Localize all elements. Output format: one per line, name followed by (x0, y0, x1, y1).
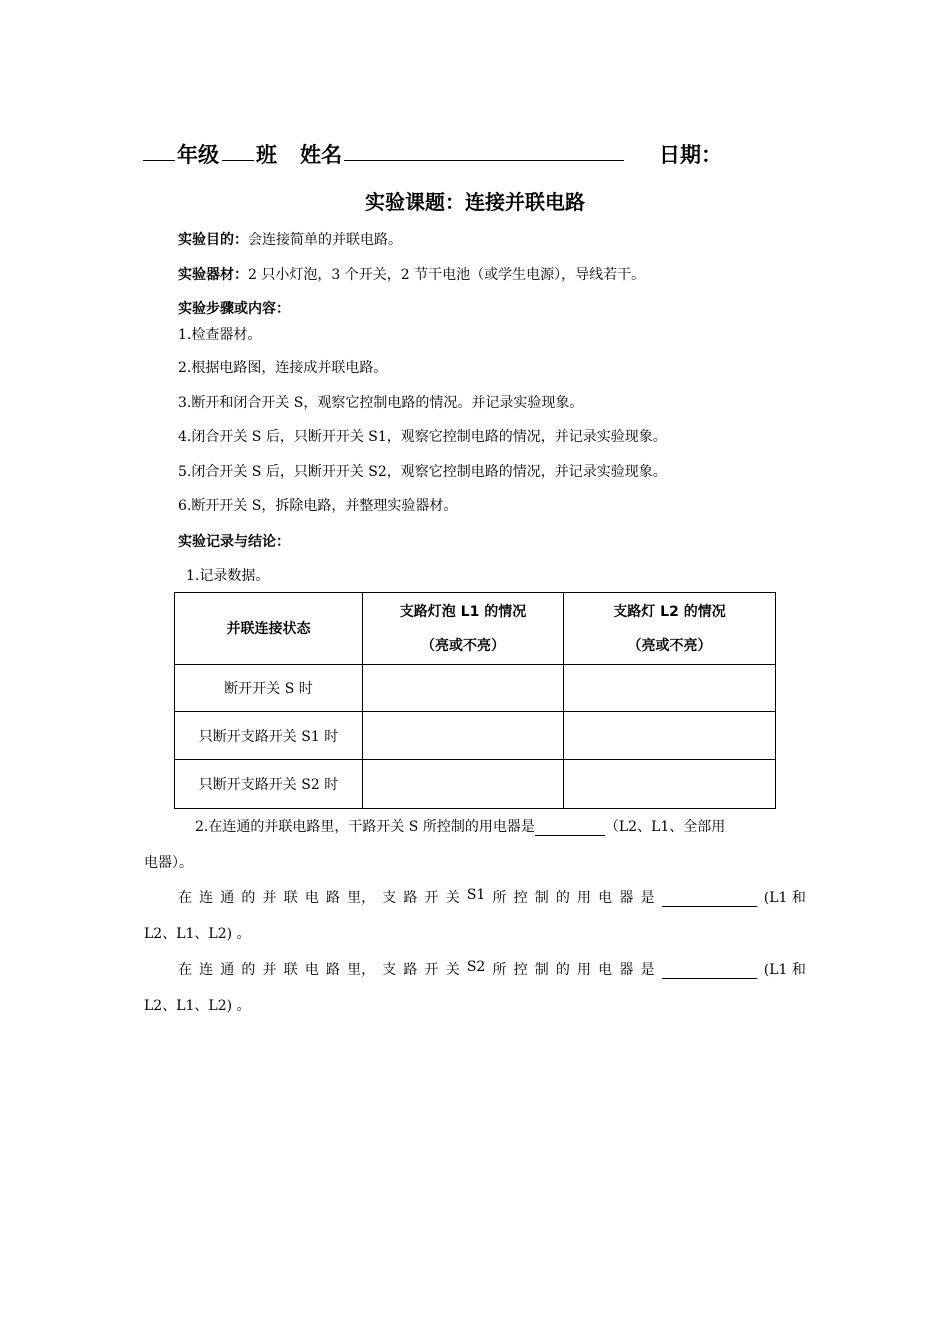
q3-char: 里， (347, 962, 376, 978)
q2-char: 器 (619, 890, 634, 906)
purpose-line (178, 229, 402, 249)
q2-char: 电 (598, 890, 613, 906)
l1-result-cell[interactable] (363, 760, 564, 809)
step-item: 4.闭合开关 S 后，只断开开关 S1，观察它控制电路的情况，并记录实验现象。 (178, 429, 667, 445)
grade-blank[interactable] (143, 160, 175, 161)
table-row (175, 760, 776, 809)
row-label: 只断开支路开关 S1 时 (175, 712, 363, 760)
q3-char: 连 (199, 962, 214, 978)
q3-char: 电 (598, 962, 613, 978)
q3-char: 电 (304, 962, 319, 978)
name-label: 姓名 (300, 143, 342, 167)
step-item: 6.断开开关 S，拆除电路，并整理实验器材。 (178, 498, 458, 514)
q3-char: 所 (492, 962, 507, 978)
l1-result-cell[interactable] (363, 665, 564, 712)
step-item: 1.检查器材。 (178, 327, 262, 343)
class-label: 班 (256, 143, 277, 167)
q2-char: S1 (466, 887, 486, 903)
header-cell-state: 并联连接状态 (175, 593, 363, 665)
q3-char: 支 (382, 962, 397, 978)
q2-continuation: L2、L1、L2) 。 (144, 926, 251, 942)
q2-char: 制 (534, 890, 549, 906)
q2-char: 关 (445, 890, 460, 906)
q3-answer-blank[interactable] (662, 959, 757, 979)
step-item: 3.断开和闭合开关 S，观察它控制电路的情况。并记录实验现象。 (178, 395, 584, 411)
conclusion-q2 (178, 887, 806, 907)
q3-char: 关 (445, 962, 460, 978)
row-label: 断开开关 S 时 (175, 665, 363, 712)
student-info-header (143, 134, 763, 170)
l2-result-cell[interactable] (564, 712, 776, 760)
q3-continuation: L2、L1、L2) 。 (144, 998, 251, 1014)
q2-char: 支 (382, 890, 397, 906)
q2-char: 电 (304, 890, 319, 906)
l1-result-cell[interactable] (363, 712, 564, 760)
table-row (175, 665, 776, 712)
record-sub-1: 1.记录数据。 (186, 568, 270, 584)
q3-char: 的 (555, 962, 570, 978)
q1-options: （L2、L1、全部用 (604, 819, 726, 835)
q2-char: 并 (262, 890, 277, 906)
q2-char: 开 (424, 890, 439, 906)
page-title: 实验课题：连接并联电路 (365, 190, 585, 214)
header-l2-line2: （亮或不亮） (627, 637, 712, 654)
l2-result-cell[interactable] (564, 760, 776, 809)
q3-char: 的 (241, 962, 256, 978)
q2-char: 通 (220, 890, 235, 906)
q3-char: 制 (534, 962, 549, 978)
header-l1-line1: 支路灯泡 L1 的情况 (399, 603, 527, 620)
q2-char: 是 (640, 890, 655, 906)
q2-char: 的 (241, 890, 256, 906)
q3-char: 通 (220, 962, 235, 978)
q2-char: 里， (347, 890, 376, 906)
q2-char: 路 (403, 890, 418, 906)
date-label: 日期： (659, 143, 722, 167)
q3-char: 路 (403, 962, 418, 978)
table-row (175, 712, 776, 760)
q2-char: 在 (178, 890, 192, 906)
step-item: 2.根据电路图，连接成并联电路。 (178, 360, 388, 376)
q1-text: 2.在连通的并联电路里，干路开关 S 所控制的用电器是 (195, 819, 535, 835)
purpose-label: 实验目的： (178, 232, 248, 248)
record-heading: 实验记录与结论： (178, 534, 290, 550)
q3-options: (L1 和 (763, 962, 806, 978)
q2-char: 的 (555, 890, 570, 906)
q3-char: 联 (283, 962, 298, 978)
step-item: 5.闭合开关 S 后，只断开开关 S2，观察它控制电路的情况，并记录实验现象。 (178, 464, 667, 480)
q2-char: 连 (199, 890, 214, 906)
q2-char: 用 (577, 890, 592, 906)
q3-char: 用 (577, 962, 592, 978)
q1-continuation: 电器）。 (144, 855, 193, 871)
header-l2-line1: 支路灯 L2 的情况 (613, 603, 726, 620)
q2-char: 所 (492, 890, 507, 906)
purpose-text: 会连接简单的并联电路。 (248, 232, 402, 248)
table-header-row (175, 593, 776, 665)
header-cell-l2 (564, 593, 776, 665)
header-cell-l1 (363, 593, 564, 665)
materials-label: 实验器材： (178, 267, 248, 283)
steps-heading: 实验步骤或内容： (178, 301, 290, 317)
class-blank[interactable] (222, 160, 254, 161)
materials-text: 2 只小灯泡，3 个开关，2 节干电池（或学生电源），导线若干。 (248, 267, 646, 283)
l2-result-cell[interactable] (564, 665, 776, 712)
q3-char: 是 (640, 962, 655, 978)
row-label: 只断开支路开关 S2 时 (175, 760, 363, 809)
q3-char: 在 (178, 962, 192, 978)
q2-char: 路 (325, 890, 340, 906)
q3-char: S2 (466, 959, 486, 975)
q1-answer-blank[interactable] (535, 819, 605, 836)
conclusion-q3 (178, 959, 806, 979)
name-blank[interactable] (344, 160, 624, 161)
q3-char: 路 (325, 962, 340, 978)
record-table (174, 592, 776, 809)
q2-char: 联 (283, 890, 298, 906)
q2-answer-blank[interactable] (662, 887, 757, 907)
q3-char: 器 (619, 962, 634, 978)
q2-options: (L1 和 (763, 890, 806, 906)
conclusion-q1 (195, 816, 725, 836)
q2-char: 控 (513, 890, 528, 906)
q3-char: 并 (262, 962, 277, 978)
grade-label: 年级 (177, 143, 219, 167)
q3-char: 控 (513, 962, 528, 978)
q3-char: 开 (424, 962, 439, 978)
header-l1-line2: （亮或不亮） (421, 637, 505, 654)
materials-line (178, 264, 645, 284)
